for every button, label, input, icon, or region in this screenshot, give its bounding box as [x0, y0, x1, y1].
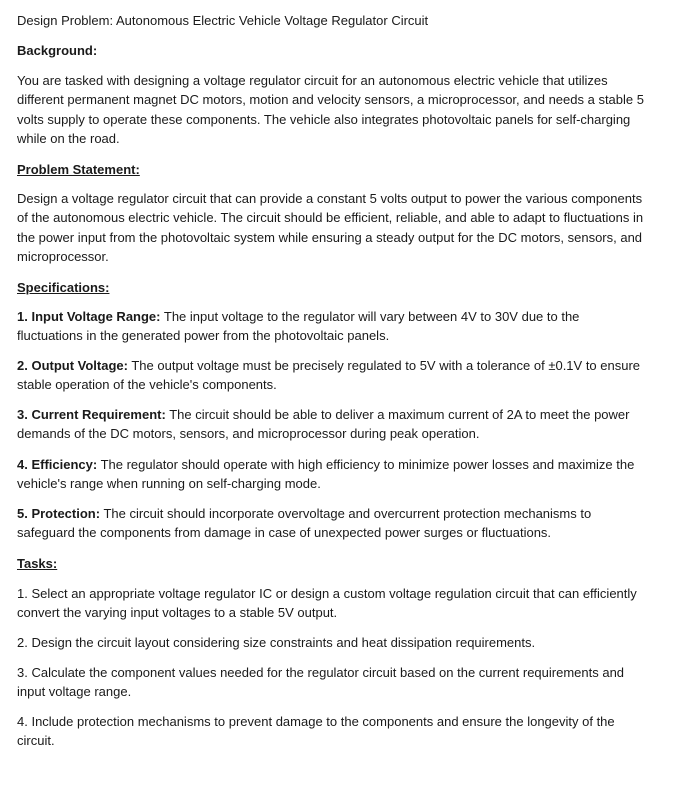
spec-text: The output voltage must be precisely regulated to 5V with a tolerance of ±0.1V to ensure stable operation of the vehicle's components. — [17, 358, 641, 393]
task-item: 3. Calculate the component values needed for the regulator circuit based on the current requirements and input voltage range. — [17, 665, 625, 700]
tasks-heading: Tasks: — [17, 556, 58, 571]
spec-label: 1. Input Voltage Range: — [17, 309, 161, 324]
spec-item-protection — [17, 504, 647, 543]
background-heading: Background: — [17, 43, 98, 58]
spec-item-output-voltage — [17, 356, 647, 395]
spec-label: 4. Efficiency: — [17, 457, 98, 472]
background-text: You are tasked with designing a voltage regulator circuit for an autonomous electric vehicle that utilizes different permanent magnet DC motors, motion and velocity sensors, a microprocessor, and needs a stable 5 volts supply to operate these components. The vehicle also integrates photovoltaic panels for self-charging while on the road. — [17, 73, 644, 146]
task-item: 4. Include protection mechanisms to prevent damage to the components and ensure the longevity of the circuit. — [17, 714, 615, 749]
spec-text: The regulator should operate with high efficiency to minimize power losses and maximize the vehicle's range when running on self-charging mode. — [17, 457, 635, 492]
spec-item-current — [17, 405, 647, 444]
spec-item-efficiency — [17, 455, 647, 494]
task-item: 2. Design the circuit layout considering size constraints and heat dissipation requirements. — [17, 635, 536, 650]
specifications-heading: Specifications: — [17, 280, 110, 295]
spec-label: 3. Current Requirement: — [17, 407, 166, 422]
problem-statement-heading: Problem Statement: — [17, 162, 140, 177]
spec-text: The input voltage to the regulator will vary between 4V to 30V due to the fluctuations in the generated power from the photovoltaic panels. — [17, 309, 580, 344]
spec-label: 5. Protection: — [17, 506, 101, 521]
spec-item-input-voltage — [17, 307, 647, 346]
document-title: Design Problem: Autonomous Electric Vehicle Voltage Regulator Circuit — [17, 13, 429, 28]
task-item: 1. Select an appropriate voltage regulator IC or design a custom voltage regulation circuit that can efficiently convert the varying input voltages to a stable 5V output. — [17, 586, 637, 621]
spec-text: The circuit should be able to deliver a maximum current of 2A to meet the power demands of the DC motors, sensors, and microprocessor during peak operation. — [17, 407, 630, 442]
spec-text: The circuit should incorporate overvoltage and overcurrent protection mechanisms to safeguard the components from damage in case of unexpected power surges or fluctuations. — [17, 506, 592, 541]
spec-label: 2. Output Voltage: — [17, 358, 128, 373]
problem-statement-text: Design a voltage regulator circuit that can provide a constant 5 volts output to power the various components of the autonomous electric vehicle. The circuit should be efficient, reliable, and able to adapt to fluctuations in the power input from the photovoltaic system while ensuring a steady output for the DC motors, sensors, and microprocessor. — [17, 191, 644, 264]
